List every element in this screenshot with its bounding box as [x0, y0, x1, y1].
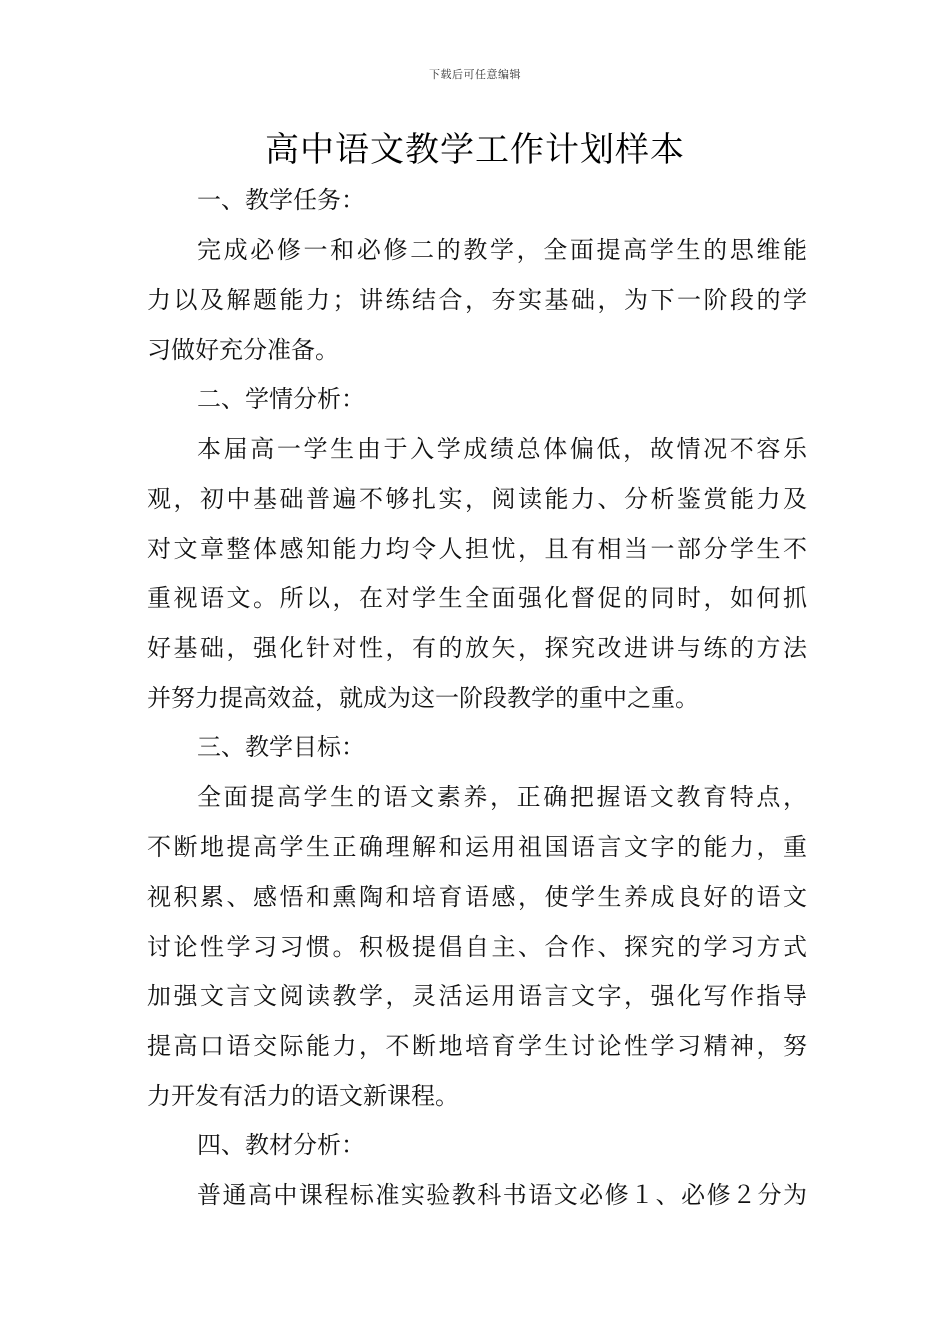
header-note: 下载后可任意编辑: [429, 68, 521, 81]
paragraph-line: 对文章整体感知能力均令人担忧，且有相当一部分学生不: [147, 535, 807, 563]
paragraph-line: 力开发有活力的语文新课程。: [147, 1082, 459, 1110]
paragraph-line: 完成必修一和必修二的教学，全面提高学生的思维能: [197, 236, 807, 264]
paragraph-line: 视积累、感悟和熏陶和培育语感，使学生养成良好的语文: [147, 883, 807, 911]
paragraph-line: 重视语文。所以，在对学生全面强化督促的同时，如何抓: [147, 584, 807, 612]
paragraph-line: 提高口语交际能力，不断地培育学生讨论性学习精神，努: [147, 1032, 807, 1060]
section-heading-teaching-tasks: 一、教学任务：: [197, 186, 365, 214]
paragraph-line: 好基础，强化针对性，有的放矢，探究改进讲与练的方法: [147, 634, 807, 662]
section-heading-teaching-goals: 三、教学目标：: [197, 733, 365, 761]
paragraph-line: 观，初中基础普遍不够扎实，阅读能力、分析鉴赏能力及: [147, 485, 807, 513]
section-heading-textbook-analysis: 四、教材分析：: [197, 1131, 365, 1159]
paragraph-line: 不断地提高学生正确理解和运用祖国语言文字的能力，重: [147, 833, 807, 861]
paragraph-line: 讨论性学习习惯。积极提倡自主、合作、探究的学习方式: [147, 933, 807, 961]
paragraph-line: 全面提高学生的语文素养，正确把握语文教育特点，: [197, 783, 807, 811]
paragraph-line: 本届高一学生由于入学成绩总体偏低，故情况不容乐: [197, 435, 807, 463]
paragraph-line: 普通高中课程标准实验教科书语文必修１、必修２分为: [197, 1181, 807, 1209]
paragraph-line: 并努力提高效益，就成为这一阶段教学的重中之重。: [147, 684, 699, 712]
paragraph-line: 加强文言文阅读教学，灵活运用语言文字，强化写作指导: [147, 982, 807, 1010]
paragraph-line: 力以及解题能力；讲练结合，夯实基础，为下一阶段的学: [147, 286, 807, 314]
paragraph-line: 习做好充分准备。: [147, 336, 339, 364]
document-title: 高中语文教学工作计划样本: [265, 130, 685, 170]
section-heading-learning-analysis: 二、学情分析：: [197, 385, 365, 413]
